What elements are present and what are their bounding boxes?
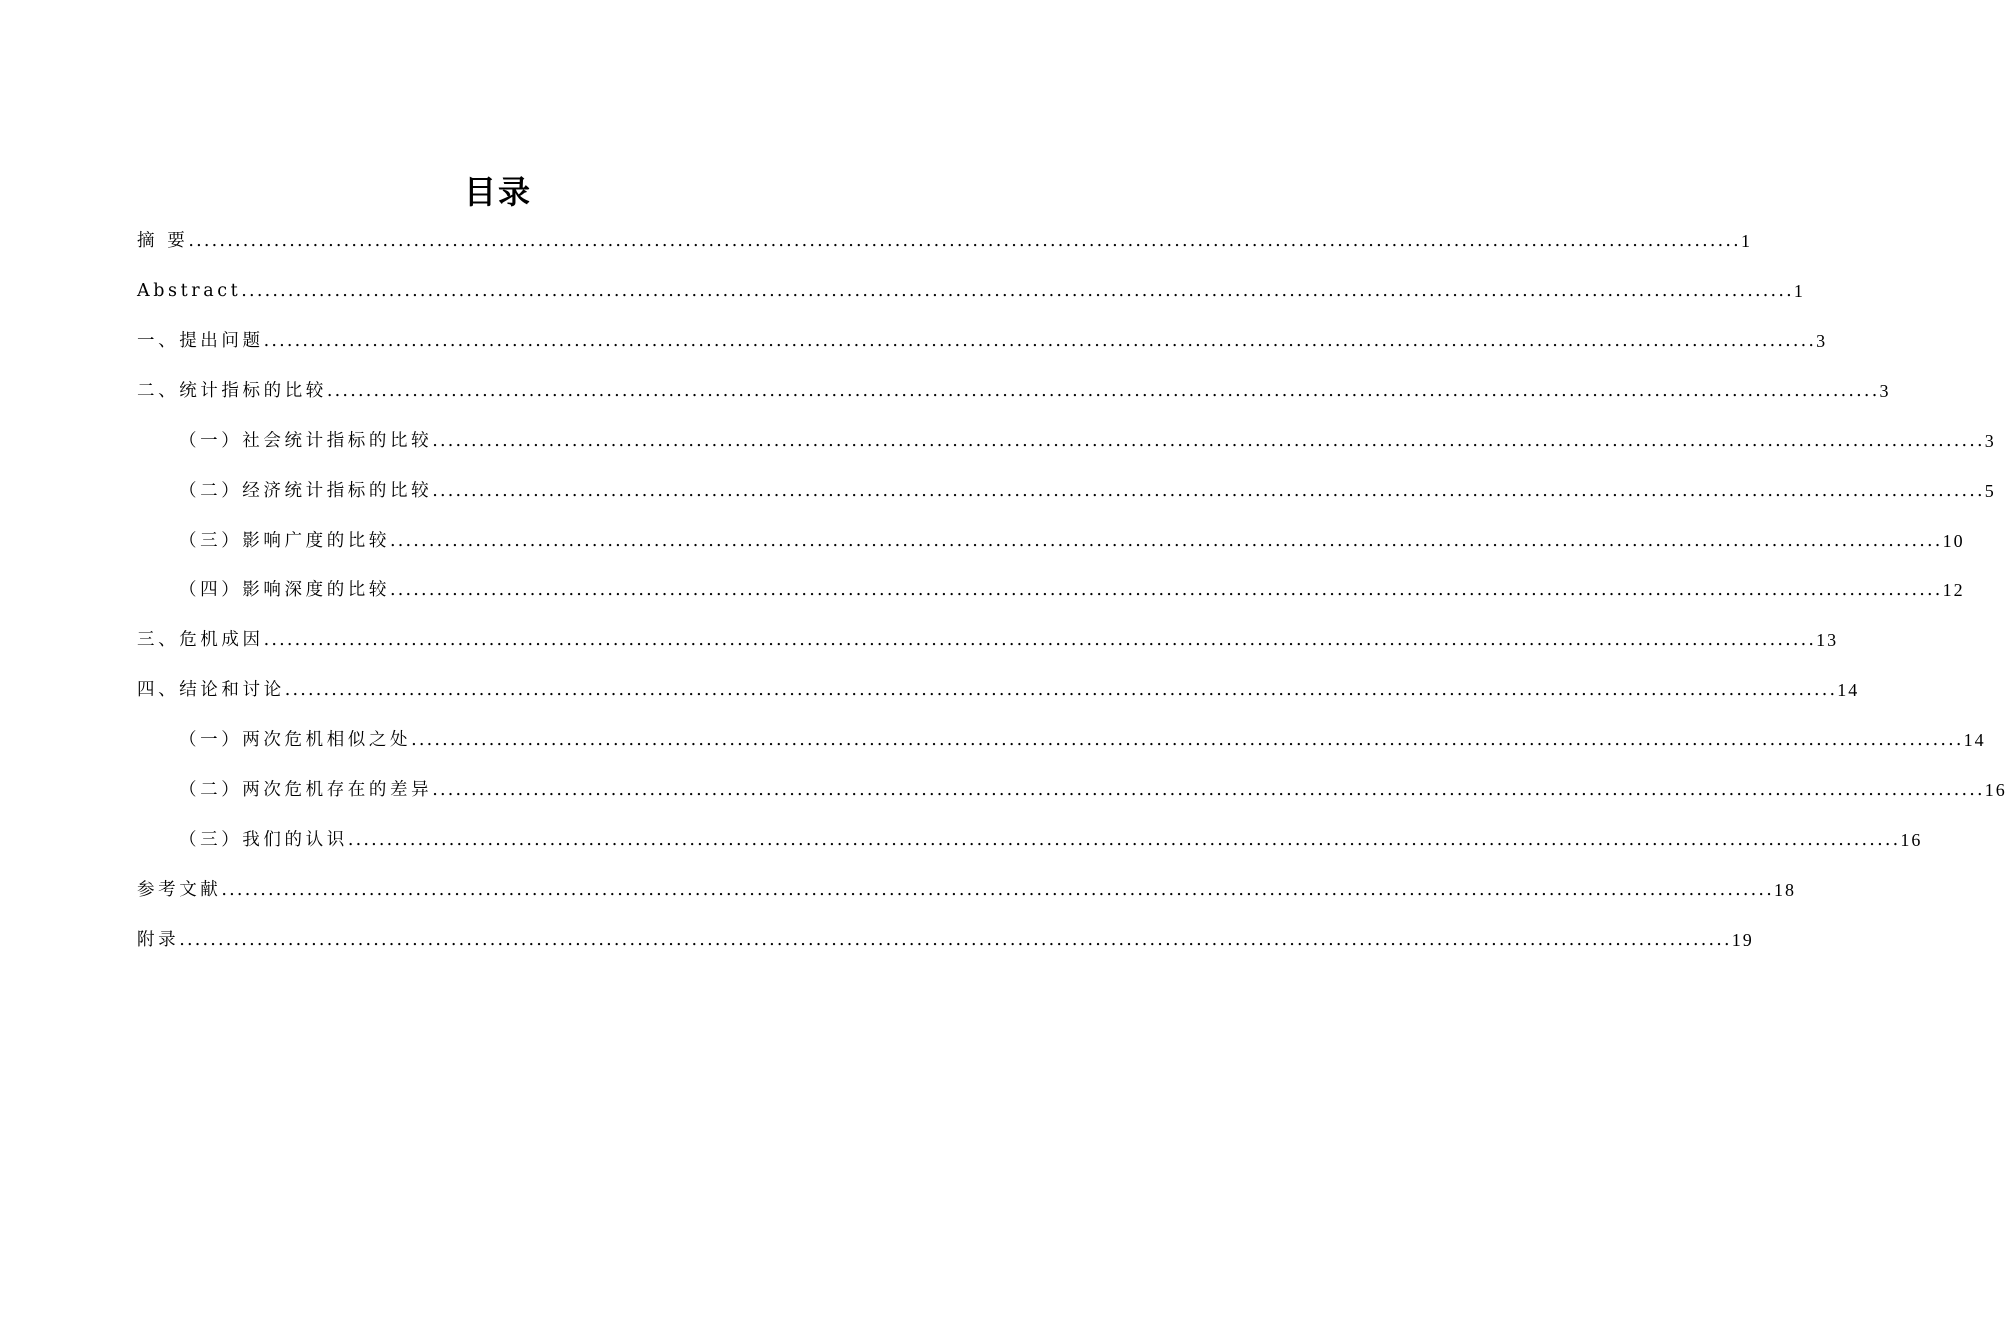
toc-entry-label: （一）两次危机相似之处 <box>179 730 412 750</box>
toc-entry-section-4[interactable] <box>137 675 1860 705</box>
toc-entry-section-2-4[interactable] <box>179 575 1965 605</box>
toc-page-number: 10 <box>1942 531 1965 551</box>
toc-page-number: 1 <box>1740 231 1752 251</box>
toc-entry-section-2[interactable] <box>137 376 1891 406</box>
toc-entry-label: （三）影响广度的比较 <box>179 531 390 551</box>
toc-entry-section-4-1[interactable] <box>179 725 1986 755</box>
toc-entry-section-1[interactable] <box>137 326 1828 356</box>
toc-entry-label: Abstract <box>137 281 242 301</box>
toc-entry-label: （二）经济统计指标的比较 <box>179 481 433 501</box>
toc-leader-dots: ........................................................................................................................................................................................................ <box>188 231 1741 251</box>
toc-entry-label: 摘 要 <box>137 231 189 251</box>
toc-page-number: 5 <box>1984 481 1996 501</box>
toc-entry-label: 二、统计指标的比较 <box>137 381 327 401</box>
toc-entry-abstract-cn[interactable] <box>137 226 1752 256</box>
toc-entry-appendix[interactable] <box>137 925 1754 955</box>
toc-leader-dots: ........................................................................................................................................................................................................ <box>390 580 1943 600</box>
toc-leader-dots: ........................................................................................................................................................................................................ <box>347 830 1901 850</box>
toc-page-number: 3 <box>1879 381 1891 401</box>
toc-entry-section-3[interactable] <box>137 625 1839 655</box>
toc-leader-dots: ........................................................................................................................................................................................................ <box>390 531 1943 551</box>
toc-page-number: 16 <box>1984 780 2007 800</box>
toc-leader-dots: ........................................................................................................................................................................................................ <box>221 880 1774 900</box>
toc-leader-dots: ........................................................................................................................................................................................................ <box>326 381 1880 401</box>
toc-leader-dots: ........................................................................................................................................................................................................ <box>432 431 1985 451</box>
toc-entry-label: 附录 <box>137 930 180 950</box>
toc-leader-dots: ........................................................................................................................................................................................................ <box>432 481 1985 501</box>
toc-entry-label: （一）社会统计指标的比较 <box>179 431 433 451</box>
toc-leader-dots: ........................................................................................................................................................................................................ <box>179 930 1732 950</box>
toc-leader-dots: ........................................................................................................................................................................................................ <box>263 630 1817 650</box>
toc-entry-abstract-en[interactable] <box>137 276 1805 306</box>
toc-entry-section-2-3[interactable] <box>179 526 1965 556</box>
toc-title: 目录 <box>463 173 532 211</box>
toc-leader-dots: ........................................................................................................................................................................................................ <box>241 281 1794 301</box>
toc-page-number: 16 <box>1900 830 1923 850</box>
toc-page-number: 3 <box>1816 331 1828 351</box>
toc-leader-dots: ........................................................................................................................................................................................................ <box>432 780 1985 800</box>
toc-entry-section-4-3[interactable] <box>179 825 1923 855</box>
toc-entry-section-2-2[interactable] <box>179 476 1996 506</box>
toc-page-number: 18 <box>1773 880 1796 900</box>
toc-page-number: 3 <box>1984 431 1996 451</box>
toc-entry-section-2-1[interactable] <box>179 426 1996 456</box>
toc-entry-label: 四、结论和讨论 <box>137 680 285 700</box>
toc-leader-dots: ........................................................................................................................................................................................................ <box>411 730 1964 750</box>
toc-leader-dots: ........................................................................................................................................................................................................ <box>263 331 1817 351</box>
toc-entry-section-4-2[interactable] <box>179 775 2007 805</box>
toc-page-number: 1 <box>1793 281 1805 301</box>
toc-page-number: 13 <box>1816 630 1839 650</box>
toc-page-number: 12 <box>1942 580 1965 600</box>
toc-page-number: 14 <box>1963 730 1986 750</box>
toc-leader-dots: ........................................................................................................................................................................................................ <box>284 680 1838 700</box>
toc-entry-label: 三、危机成因 <box>137 630 264 650</box>
toc-entry-label: 一、提出问题 <box>137 331 264 351</box>
toc-entry-label: （三）我们的认识 <box>179 830 348 850</box>
toc-entry-label: （四）影响深度的比较 <box>179 580 390 600</box>
toc-entry-label: （二）两次危机存在的差异 <box>179 780 433 800</box>
toc-entry-label: 参考文献 <box>137 880 222 900</box>
toc-entry-references[interactable] <box>137 875 1796 905</box>
toc-page-number: 19 <box>1731 930 1754 950</box>
toc-page-number: 14 <box>1837 680 1860 700</box>
